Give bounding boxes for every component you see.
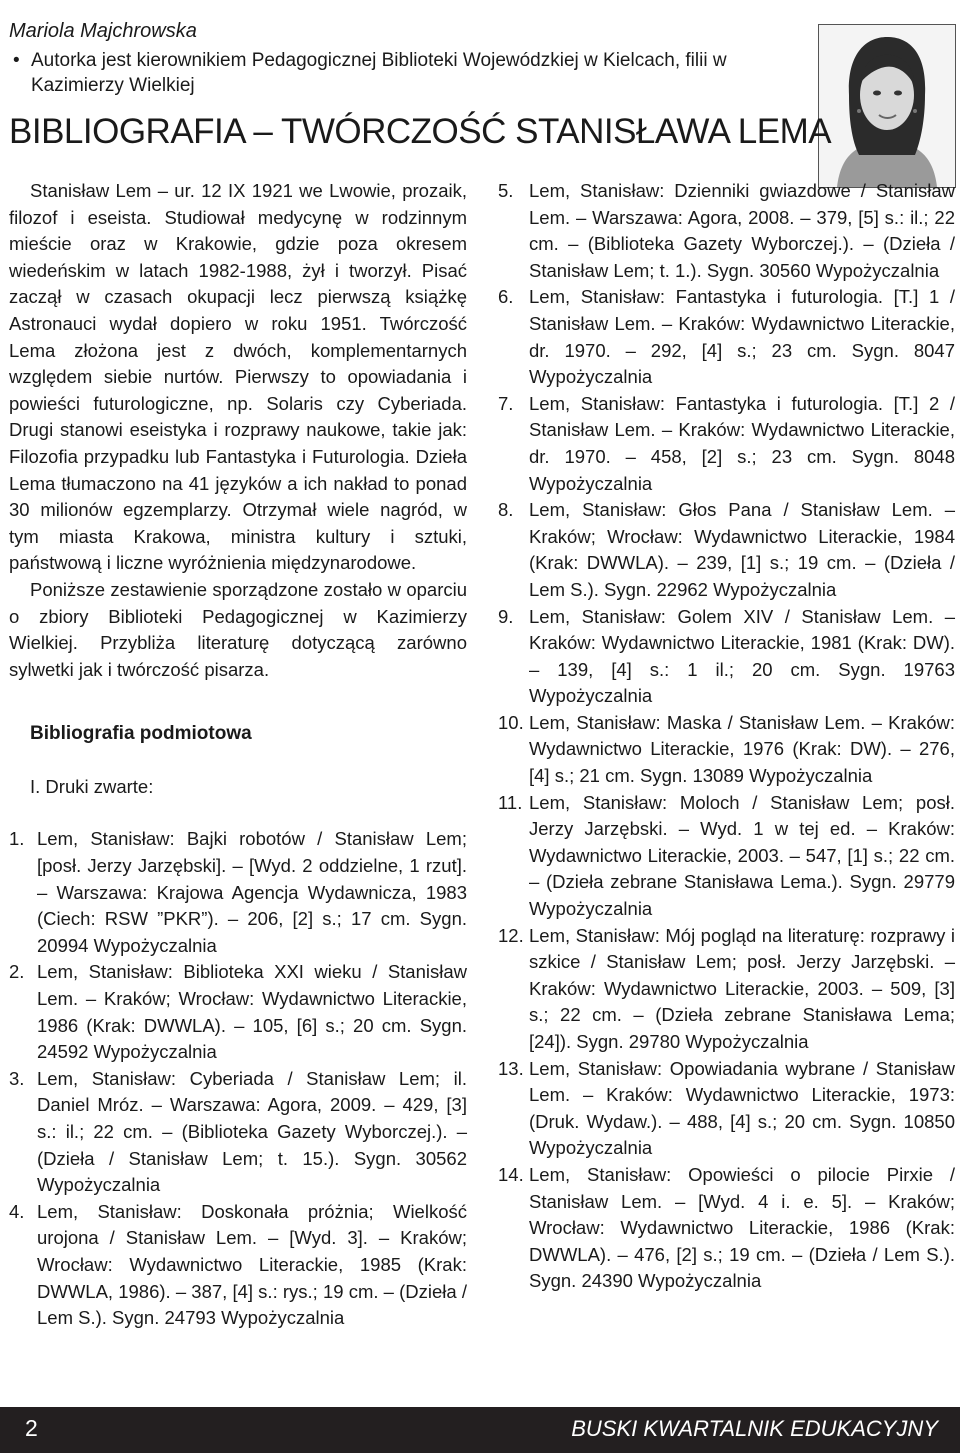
left-column: [9, 178, 467, 1332]
author-photo: [818, 24, 956, 188]
item-number: 13.: [498, 1057, 524, 1079]
right-column: [498, 178, 955, 1295]
author-portrait-icon: [819, 25, 955, 187]
author-name: Mariola Majchrowska: [9, 20, 197, 42]
list-item: [498, 604, 955, 710]
list-item: [9, 959, 467, 1065]
page-number: 2: [25, 1415, 38, 1441]
item-text: Lem, Stanisław: Cyberiada / Stanisław Lem; il. Daniel Mróz. – Warszawa: Agora, 2009. – 429, [3] s.: il.; 22 cm. – (Biblioteka Gazety Wyborczej.). – (Dzieła / Stanisław Lem; t. 15.). Sygn. 30562 Wypożyczalnia: [37, 1067, 467, 1196]
item-number: 6.: [498, 286, 514, 308]
item-text: Lem, Stanisław: Moloch / Stanisław Lem; posł. Jerzy Jarzębski. – Wyd. 1 w tej ed. – Kraków: Wydawnictwo Literackie, 2003. – 547, [1] s.; 22 cm. – (Dzieła zebrane Stanisława Lema.). Sygn. 29779 Wypożyczalnia: [529, 791, 955, 920]
list-item: [498, 284, 955, 390]
page-footer: [0, 1407, 960, 1453]
item-text: Lem, Stanisław: Fantastyka i futurologia. [T.] 2 / Stanisław Lem. – Kraków: Wydawnictwo Literackie, dr. 1970. – 458, [2] s.; 23 cm. Sygn. 8048 Wypożyczalnia: [529, 392, 955, 494]
item-text: Lem, Stanisław: Doskonała próżnia; Wielkość urojona / Stanisław Lem. – [Wyd. 3]. – Kraków; Wrocław: Wydawnictwo Literackie, 1985 (Krak: DWWLA, 1986). – 387, [4] s.: rys.; 19 cm. – (Dzieła / Lem S.). Sygn. 24793 Wypożyczalnia: [37, 1200, 467, 1329]
item-number: 12.: [498, 924, 524, 946]
list-item: [9, 1199, 467, 1332]
list-item: [498, 391, 955, 497]
list-item: [498, 1056, 955, 1162]
bullet-icon: •: [13, 50, 20, 71]
item-number: 10.: [498, 711, 524, 733]
intro-paragraph: Stanisław Lem – ur. 12 IX 1921 we Lwowie, prozaik, filozof i eseista. Studiował medycynę w rodzinnym mieście oraz w Krakowie, gdzie poza okresem wiedeńskim w latach 1982-1988, żył i tworzył. Pisać zaczął w czasach okupacji lecz pierwszą książkę Astronauci wydał dopiero w roku 1951. Twórczość Lema złożona jest z dwóch, komplementarnych względem siebie nurtów. Pierwszy to opowiadania i powieści futurologiczne, np. Solaris czy Cyberiada. Drugi stanowi eseistyka i rozprawy naukowe, takie jak: Filozofia przypadku lub Fantastyka i Futurologia. Dzieła Lema tłumaczono na 41 języków a ich nakład to ponad 30 milionów egzemplarzy. Otrzymał wiele nagród, w tym miasta Krakowa, ministra kultury i sztuki, państwową i liczne wyróżnienia międzynarodowe.: [9, 180, 467, 574]
journal-name: BUSKI KWARTALNIK EDUKACYJNY: [571, 1416, 938, 1441]
item-text: Lem, Stanisław: Golem XIV / Stanisław Lem. – Kraków: Wydawnictwo Literackie, 1981 (Krak: DW). – 139, [4] s.: 1 il.; 20 cm. Sygn. 19763 Wypożyczalnia: [529, 605, 955, 707]
item-number: 2.: [9, 961, 25, 983]
item-number: 7.: [498, 392, 514, 414]
item-number: 9.: [498, 605, 514, 627]
author-bio-text: Autorka jest kierownikiem Pedagogicznej Biblioteki Wojewódzkiej w Kielcach, filii w Kazimierzy Wielkiej: [31, 50, 727, 96]
intro-paragraph-2: Poniższe zestawienie sporządzone zostało w oparciu o zbiory Biblioteki Pedagogicznej w Kazimierzy Wielkiej. Przybliża literaturę dotyczącą zarówno sylwetki jak i twórczość pisarza.: [9, 578, 467, 680]
list-item: [9, 1066, 467, 1199]
section-title: Bibliografia podmiotowa: [30, 723, 252, 745]
item-text: Lem, Stanisław: Dzienniki gwiazdowe / Stanisław Lem. – Warszawa: Agora, 2008. – 379, [5] s.: il.; 22 cm. – (Biblioteka Gazety Wyborczej.). – (Dzieła / Stanisław Lem; t. 1.). Sygn. 30560 Wypożyczalnia: [529, 180, 955, 281]
item-text: Lem, Stanisław: Biblioteka XXI wieku / Stanisław Lem. – Kraków; Wrocław: Wydawnictwo Literackie, 1986 (Krak: DWWLA). – 105, [6] s.; 20 cm. Sygn. 24592 Wypożyczalnia: [37, 961, 467, 1063]
list-item: [498, 497, 955, 603]
item-number: 3.: [9, 1067, 25, 1089]
list-item: [498, 923, 955, 1056]
item-number: 8.: [498, 499, 514, 521]
item-text: Lem, Stanisław: Głos Pana / Stanisław Lem. – Kraków; Wrocław: Wydawnictwo Literackie, 1984 (Krak: DWWLA). – 239, [1] s.; 19 cm. – (Dzieła / Lem S.). Sygn. 22962 Wypożyczalnia: [529, 499, 955, 600]
list-item: [498, 710, 955, 790]
list-item: [498, 790, 955, 923]
item-text: Lem, Stanisław: Bajki robotów / Stanisław Lem; [posł. Jerzy Jarzębski]. – [Wyd. 2 oddzielne, 1 rzut]. – Warszawa: Krajowa Agencja Wydawnicza, 1983 (Ciech: RSW ”PKR”). – 206, [2] s.; 17 cm. Sygn. 20994 Wypożyczalnia: [37, 828, 467, 956]
item-number: 11.: [498, 791, 523, 813]
page-title: BIBLIOGRAFIA – TWÓRCZOŚĆ STANISŁAWA LEMA: [9, 112, 832, 151]
item-text: Lem, Stanisław: Opowiadania wybrane / Stanisław Lem. – Kraków: Wydawnictwo Literackie, 1973: (Druk. Wydaw.). – 488, [4] s.; 20 cm. Sygn. 10850 Wypożyczalnia: [529, 1057, 955, 1159]
author-bio: [9, 48, 821, 98]
list-item: [498, 1162, 955, 1295]
item-number: 14.: [498, 1163, 524, 1185]
item-text: Lem, Stanisław: Opowieści o pilocie Pirxie / Stanisław Lem. – [Wyd. 4 i. e. 5]. – Kraków; Wrocław: Wydawnictwo Literackie, 1986 (Krak: DWWLA). – 476, [2] s.; 19 cm. – (Dzieła / Lem S.). Sygn. 24390 Wypożyczalnia: [529, 1163, 955, 1292]
item-number: 5.: [498, 180, 514, 201]
item-text: Lem, Stanisław: Maska / Stanisław Lem. – Kraków: Wydawnictwo Literackie, 1976 (Krak: DW). – 276, [4] s.; 21 cm. Sygn. 13089 Wypożyczalnia: [529, 711, 955, 787]
item-number: 4.: [9, 1200, 25, 1222]
bibliography-list-left: [9, 826, 467, 1331]
item-number: 1.: [9, 828, 25, 850]
item-text: Lem, Stanisław: Fantastyka i futurologia. [T.] 1 / Stanisław Lem. – Kraków: Wydawnictwo Literackie, dr. 1970. – 292, [4] s.; 23 cm. Sygn. 8047 Wypożyczalnia: [529, 286, 955, 388]
subsection-title: I. Druki zwarte:: [30, 775, 154, 797]
bibliography-list-right: [498, 178, 955, 1295]
list-item: [9, 826, 467, 959]
item-text: Lem, Stanisław: Mój pogląd na literaturę: rozprawy i szkice / Stanisław Lem; posł. Jerzy Jarzębski. – Kraków: Wydawnictwo Literackie, 2003. – 509, [3] s.; 22 cm. – (Dzieła zebrane Stanisława Lema; [24]). Sygn. 29780 Wypożyczalnia: [529, 924, 955, 1052]
list-item: [498, 178, 955, 284]
